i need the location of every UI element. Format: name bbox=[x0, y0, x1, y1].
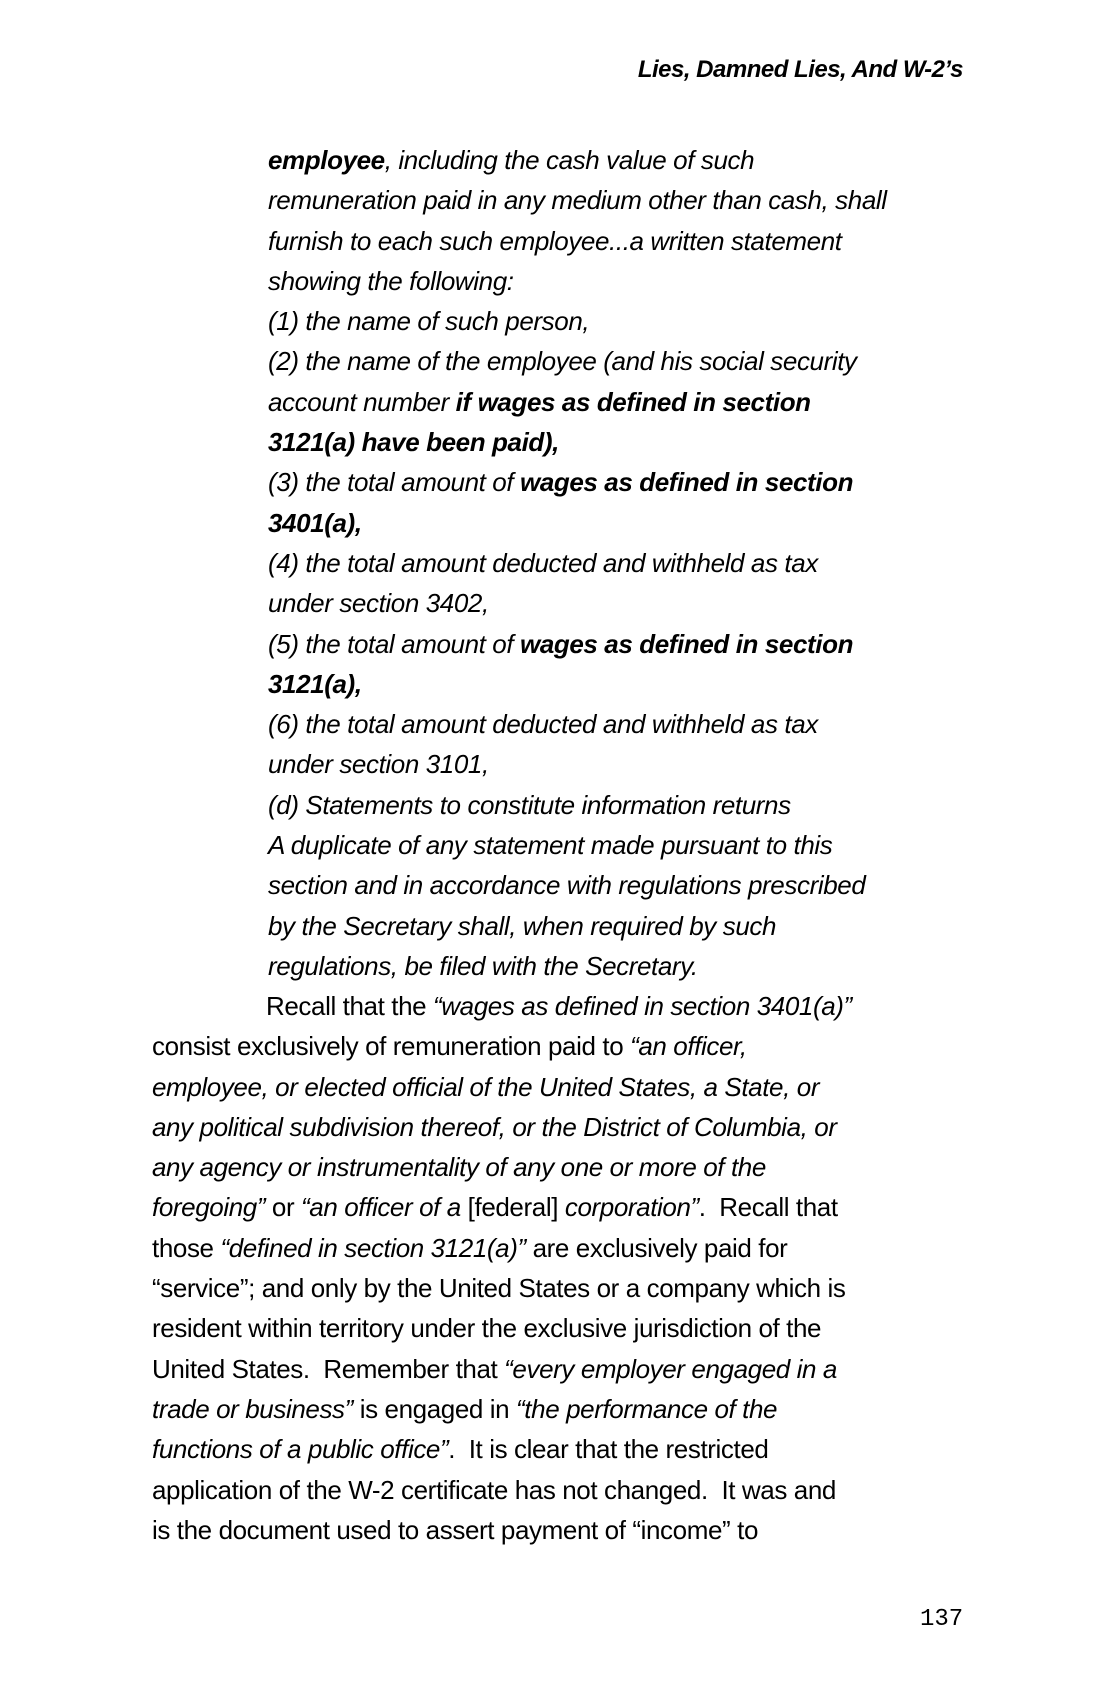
text-line bbox=[152, 1147, 852, 1187]
text-segment: account number bbox=[268, 386, 456, 417]
text-segment: 3401(a), bbox=[268, 507, 362, 538]
text-segment: employee bbox=[268, 145, 385, 175]
text-segment: Recall that the bbox=[266, 991, 434, 1021]
text-segment: any agency or instrumentality of any one or more of the bbox=[152, 1152, 766, 1183]
text-line bbox=[268, 946, 887, 986]
text-segment: any political subdivision thereof, or the District of Columbia, or bbox=[152, 1111, 837, 1142]
text-segment: is engaged in bbox=[352, 1393, 517, 1424]
text-segment: if wages as defined in section bbox=[455, 386, 811, 417]
text-segment: 3121(a), bbox=[268, 668, 362, 699]
text-segment: by the Secretary shall, when required by such bbox=[268, 910, 777, 941]
text-segment: wages as defined in section bbox=[520, 467, 854, 498]
text-line bbox=[152, 1510, 852, 1550]
text-segment: (4) the total amount deducted and withheld as tax bbox=[268, 547, 818, 578]
text-line bbox=[268, 906, 887, 946]
text-line bbox=[152, 1228, 852, 1268]
text-segment: “an officer, bbox=[630, 1031, 747, 1062]
text-line bbox=[152, 1107, 852, 1147]
text-segment: (6) the total amount deducted and withheld as tax bbox=[268, 709, 818, 740]
text-segment: (3) the total amount of bbox=[268, 467, 520, 498]
text-line bbox=[268, 382, 887, 422]
text-line bbox=[268, 503, 887, 543]
text-line bbox=[268, 221, 887, 261]
text-segment: furnish to each such employee...a written statement bbox=[268, 225, 842, 256]
text-segment: “wages as defined in section 3401(a)” bbox=[433, 991, 852, 1021]
text-segment: (5) the total amount of bbox=[268, 628, 520, 659]
text-segment: “defined in section 3121(a)” bbox=[220, 1232, 526, 1263]
text-segment: is the document used to assert payment of “income” to bbox=[152, 1514, 758, 1545]
text-segment: employee, or elected official of the United States, a State, or bbox=[152, 1071, 820, 1102]
text-line bbox=[268, 543, 887, 583]
text-line bbox=[268, 422, 887, 462]
text-segment: [federal] bbox=[460, 1192, 565, 1223]
text-line bbox=[152, 1470, 852, 1510]
text-line bbox=[152, 1187, 852, 1227]
text-segment: application of the W-2 certificate has not changed. It was and bbox=[152, 1474, 836, 1505]
running-header: Lies, Damned Lies, And W-2’s bbox=[637, 56, 963, 83]
text-line bbox=[268, 624, 887, 664]
text-line bbox=[152, 1308, 852, 1348]
text-line bbox=[152, 1389, 852, 1429]
text-segment: showing the following: bbox=[268, 265, 514, 296]
page-number: 137 bbox=[920, 1606, 964, 1633]
text-segment: A duplicate of any statement made pursuant to this bbox=[268, 830, 833, 861]
text-segment: (d) Statements to constitute information returns bbox=[268, 789, 791, 820]
text-segment: functions of a public office” bbox=[152, 1434, 449, 1465]
text-segment: under section 3101, bbox=[268, 749, 489, 780]
text-line bbox=[268, 180, 887, 220]
text-segment: consist exclusively of remuneration paid to bbox=[152, 1031, 631, 1062]
text-line bbox=[268, 865, 887, 905]
text-segment: resident within territory under the exclusive jurisdiction of the bbox=[152, 1313, 822, 1344]
text-line bbox=[268, 261, 887, 301]
text-segment: . Recall that bbox=[698, 1192, 838, 1223]
text-segment: United States. Remember that bbox=[152, 1353, 505, 1384]
text-segment: “the performance of the bbox=[516, 1393, 778, 1424]
text-segment: those bbox=[152, 1232, 221, 1263]
text-segment: “an officer of a bbox=[301, 1192, 461, 1223]
text-segment: are exclusively paid for bbox=[525, 1232, 788, 1263]
text-line bbox=[268, 744, 887, 784]
text-line bbox=[268, 825, 887, 865]
text-line bbox=[268, 664, 887, 704]
text-line bbox=[268, 140, 887, 180]
text-segment: “every employer engaged in a bbox=[504, 1353, 837, 1384]
text-line bbox=[152, 1026, 852, 1066]
text-segment: (1) the name of such person, bbox=[268, 306, 590, 337]
text-segment: “service”; and only by the United States or a company which is bbox=[152, 1273, 846, 1304]
text-line bbox=[268, 462, 887, 502]
text-line bbox=[268, 785, 887, 825]
text-segment: section and in accordance with regulations prescribed bbox=[268, 870, 866, 901]
text-line bbox=[268, 301, 887, 341]
text-line bbox=[152, 986, 852, 1026]
text-line bbox=[152, 1349, 852, 1389]
text-line bbox=[268, 704, 887, 744]
text-line bbox=[152, 1067, 852, 1107]
text-segment: wages as defined in section bbox=[520, 628, 854, 659]
text-segment: remuneration paid in any medium other than cash, shall bbox=[268, 185, 887, 216]
text-segment: trade or business” bbox=[152, 1393, 353, 1424]
text-segment: foregoing” bbox=[152, 1192, 266, 1223]
text-line bbox=[152, 1429, 852, 1469]
text-segment: or bbox=[265, 1192, 302, 1223]
text-segment: . It is clear that the restricted bbox=[448, 1434, 769, 1465]
text-segment: 3121(a) have been paid), bbox=[268, 427, 559, 458]
text-line bbox=[268, 583, 887, 623]
text-segment: regulations, be filed with the Secretary. bbox=[268, 950, 698, 981]
text-segment: , including the cash value of such bbox=[384, 145, 755, 175]
text-segment: (2) the name of the employee (and his social security bbox=[268, 346, 857, 377]
text-segment: corporation” bbox=[564, 1192, 699, 1223]
text-segment: under section 3402, bbox=[268, 588, 489, 619]
text-line bbox=[152, 1268, 852, 1308]
body-paragraph bbox=[152, 986, 852, 1550]
text-line bbox=[268, 341, 887, 381]
quote-block bbox=[268, 140, 887, 986]
